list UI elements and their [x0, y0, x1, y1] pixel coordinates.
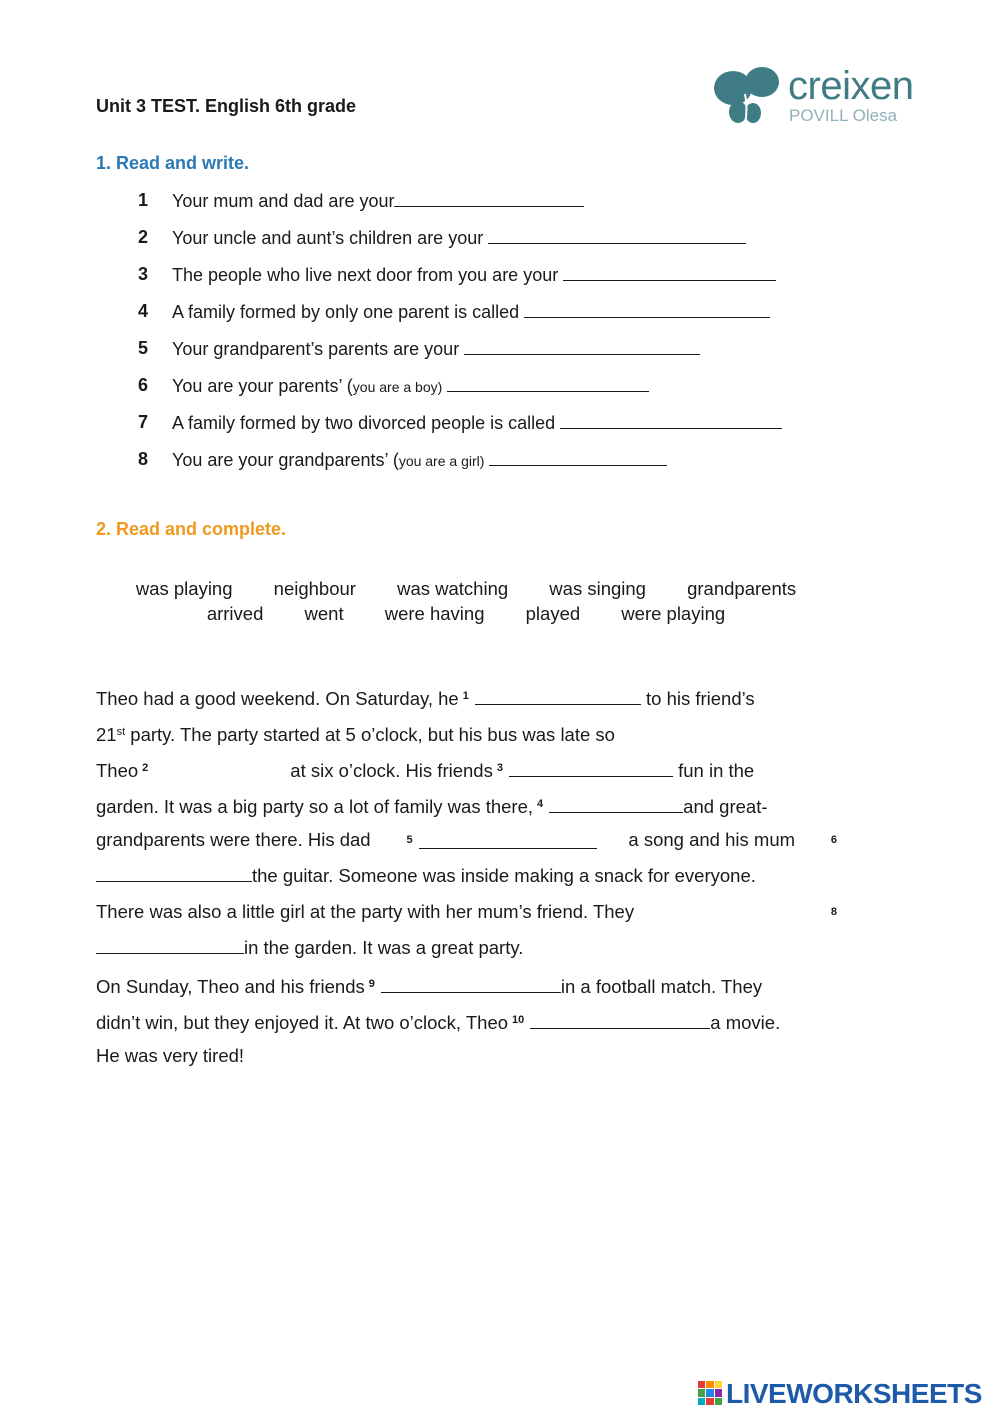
question-item — [138, 373, 898, 410]
story-fragment: garden. It was a big party so a lot of family was there, — [96, 796, 534, 817]
question-number: 6 — [138, 375, 149, 395]
question-text: Your mum and dad are your — [172, 191, 395, 211]
section-2-title: 2. Read and complete. — [96, 519, 287, 539]
question-number: 8 — [138, 449, 149, 469]
question-number: 1 — [138, 190, 149, 210]
gap-number: 3 — [496, 762, 503, 774]
word-bank-item: played — [525, 603, 581, 624]
story-line — [96, 714, 837, 750]
story-fragment: Theo had a good weekend. On Saturday, he — [96, 688, 459, 709]
answer-blank[interactable] — [419, 830, 597, 849]
answer-blank[interactable] — [394, 188, 584, 207]
story-line — [96, 894, 837, 930]
answer-blank[interactable] — [563, 262, 776, 281]
question-text: You are your grandparents’ ( — [172, 450, 399, 470]
story-fragment: party. The party started at 5 o’clock, but his bus was late so — [125, 724, 615, 745]
brand-name: creixen — [788, 64, 914, 108]
gap-number: 9 — [368, 978, 375, 990]
question-number: 5 — [138, 338, 149, 358]
word-bank-item: were playing — [621, 603, 726, 624]
story-fragment: at six o’clock. His friends — [290, 760, 493, 781]
brand-subtitle: POVILL Olesa — [789, 106, 898, 125]
story-line — [96, 678, 837, 714]
story-fragment: the guitar. Someone was inside making a snack for everyone. — [252, 865, 756, 886]
story-line — [96, 1038, 837, 1074]
gap-number: 1 — [462, 690, 469, 702]
answer-blank[interactable] — [96, 935, 244, 954]
story-line — [96, 966, 837, 1002]
story-line — [96, 930, 837, 966]
word-bank-item: arrived — [206, 603, 264, 624]
answer-blank[interactable] — [488, 225, 746, 244]
story-line — [96, 1002, 837, 1038]
creixen-logo — [712, 64, 952, 130]
word-bank-item: was singing — [549, 578, 646, 599]
question-item — [138, 262, 898, 299]
question-text: Your grandparent’s parents are your — [172, 339, 460, 359]
story-fragment: a movie. — [710, 1012, 781, 1033]
answer-blank[interactable] — [549, 794, 683, 813]
watermark-text: LIVEWORKSHEETS — [726, 1378, 982, 1409]
answer-blank[interactable] — [489, 447, 667, 466]
word-bank-item: grandparents — [687, 578, 797, 599]
word-bank-row — [96, 578, 836, 600]
question-text: The people who live next door from you are your — [172, 265, 559, 285]
story-fragment: fun in the — [678, 760, 755, 781]
butterfly-icon — [712, 64, 782, 130]
question-text: A family formed by two divorced people is called — [172, 413, 556, 433]
answer-blank[interactable] — [381, 974, 561, 993]
answer-blank[interactable] — [509, 758, 673, 777]
story-line — [96, 858, 837, 894]
story-text — [96, 678, 837, 1074]
word-bank-item: were having — [384, 603, 485, 624]
word-bank-item: was playing — [135, 578, 233, 599]
answer-blank[interactable] — [96, 863, 252, 882]
word-bank-item: was watching — [397, 578, 509, 599]
question-item — [138, 447, 898, 484]
gap-number: 5 — [406, 834, 413, 846]
story-fragment: grandparents were there. His dad — [96, 829, 371, 850]
question-text: Your uncle and aunt’s children are your — [172, 228, 484, 248]
word-bank-row — [96, 603, 836, 625]
colored-grid-icon — [698, 1381, 722, 1405]
question-item — [138, 410, 898, 447]
story-fragment: He was very tired! — [96, 1045, 245, 1066]
story-fragment: to his friend’s — [646, 688, 755, 709]
story-fragment: On Sunday, Theo and his friends — [96, 976, 365, 997]
question-item — [138, 336, 898, 373]
document-title: Unit 3 TEST. English 6th grade — [96, 96, 357, 116]
gap-number: 6 — [830, 834, 837, 846]
story-line — [96, 750, 837, 786]
story-fragment: There was also a little girl at the party with her mum’s friend. They — [96, 901, 635, 922]
answer-blank[interactable] — [447, 373, 649, 392]
question-item — [138, 225, 898, 262]
gap-number: 8 — [830, 906, 837, 918]
question-item — [138, 188, 898, 225]
story-fragment: in the garden. It was a great party. — [244, 937, 524, 958]
story-fragment: and great- — [683, 796, 768, 817]
question-number: 3 — [138, 264, 149, 284]
question-text: A family formed by only one parent is called — [172, 302, 520, 322]
word-bank-item: went — [304, 603, 344, 624]
gap-number: 10 — [512, 1014, 525, 1026]
question-text: You are your parents’ ( — [172, 376, 353, 396]
word-bank-item: neighbour — [273, 578, 356, 599]
story-fragment: in a football match. They — [560, 976, 763, 997]
answer-blank[interactable] — [464, 336, 700, 355]
answer-blank[interactable] — [560, 410, 782, 429]
answer-blank[interactable] — [524, 299, 770, 318]
answer-blank[interactable] — [475, 686, 641, 705]
gap-number: 4 — [537, 798, 544, 810]
story-fragment: a song and his mum — [628, 829, 796, 850]
question-number: 7 — [138, 412, 149, 432]
question-list — [138, 188, 898, 484]
question-number: 2 — [138, 227, 149, 247]
ordinal-suffix: st — [116, 726, 126, 738]
section-1-title: 1. Read and write. — [96, 153, 250, 173]
story-fragment: didn’t win, but they enjoyed it. At two o’clock, Theo — [96, 1012, 509, 1033]
question-number: 4 — [138, 301, 149, 321]
story-fragment: 21 — [96, 724, 117, 745]
answer-blank[interactable] — [530, 1010, 710, 1029]
question-item — [138, 299, 898, 336]
story-line — [96, 822, 837, 858]
story-fragment: Theo — [96, 760, 139, 781]
question-note: you are a girl) — [398, 453, 485, 469]
gap-number: 2 — [142, 762, 149, 774]
question-note: you are a boy) — [352, 379, 443, 395]
story-line — [96, 786, 837, 822]
